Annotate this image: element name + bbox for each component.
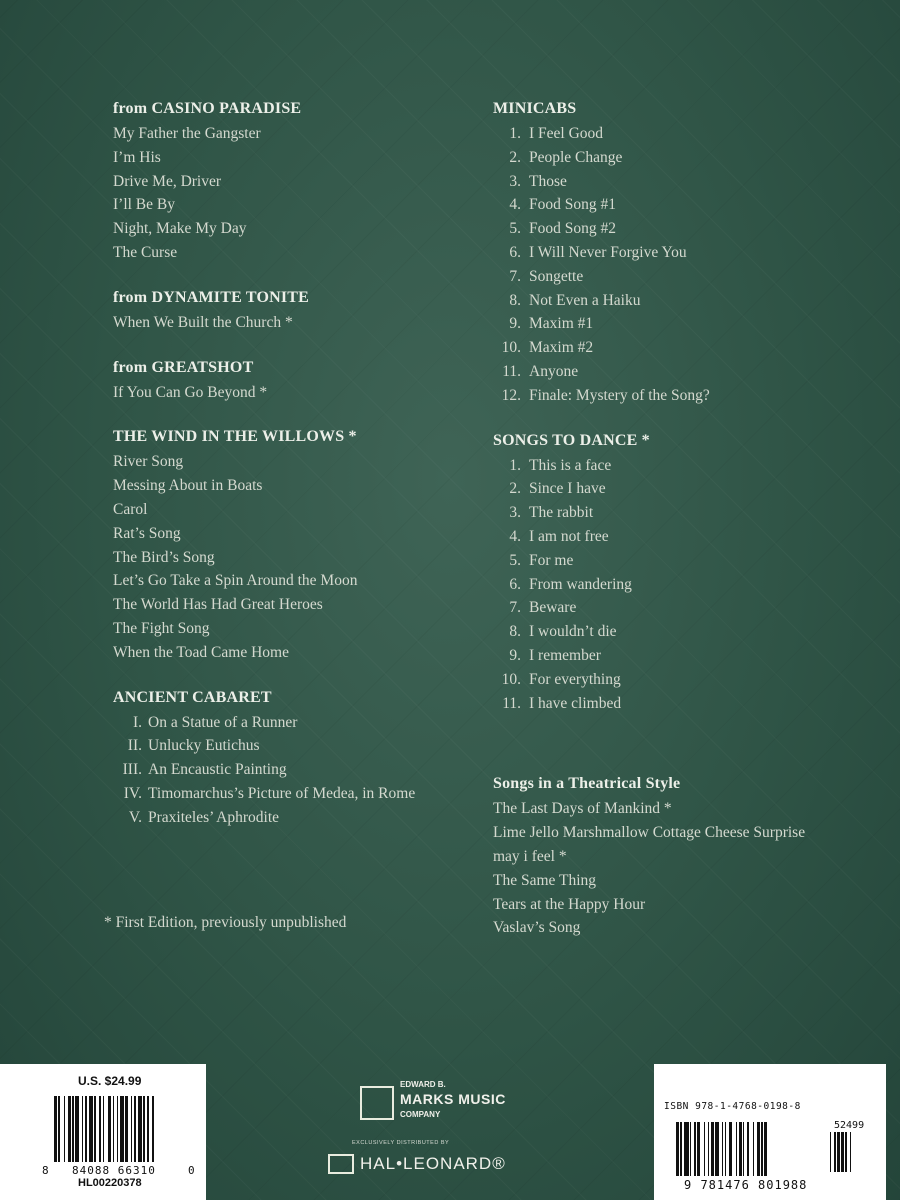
list-item — [493, 384, 888, 408]
item-title: People Change — [529, 148, 623, 166]
item-title: Not Even a Haiku — [529, 291, 641, 309]
marks-line3: COMPANY — [400, 1110, 441, 1119]
section-heading: SONGS TO DANCE * — [493, 431, 650, 449]
list-item: Lime Jello Marshmallow Cottage Cheese Surprise — [493, 824, 806, 842]
isbn-price-code: 52499 — [834, 1120, 865, 1131]
item-title: Beware — [529, 599, 577, 617]
section — [113, 98, 483, 265]
list-item — [493, 122, 888, 146]
section-heading: from GREATSHOT — [113, 358, 254, 376]
list-item — [493, 336, 888, 360]
section — [113, 357, 483, 405]
item-title: Unlucky Eutichus — [148, 737, 260, 755]
list-item — [493, 312, 888, 336]
list-item: When the Toad Came Home — [113, 643, 289, 661]
minicabs-list — [493, 122, 888, 408]
item-number: 1. — [509, 456, 521, 474]
item-number: IV. — [123, 784, 142, 802]
item-number: II. — [127, 737, 142, 755]
upc-label — [0, 1064, 206, 1200]
distributed-by: EXCLUSIVELY DISTRIBUTED BY — [352, 1140, 450, 1146]
list-item: The World Has Had Great Heroes — [113, 596, 323, 614]
price: U.S. $24.99 — [78, 1074, 142, 1088]
list-item: I’m His — [113, 148, 161, 166]
list-item — [493, 477, 888, 501]
item-number: 3. — [509, 504, 521, 522]
section — [113, 426, 483, 664]
item-title: For me — [529, 551, 574, 569]
publisher-logos — [300, 1078, 580, 1178]
item-title: From wandering — [529, 575, 632, 593]
list-item: The Bird’s Song — [113, 548, 215, 566]
list-item: I’ll Be By — [113, 196, 175, 214]
section-heading: from CASINO PARADISE — [113, 100, 302, 117]
list-item — [113, 734, 483, 758]
list-item — [113, 806, 483, 830]
list-item: Rat’s Song — [113, 524, 181, 542]
item-number: I. — [132, 713, 142, 731]
isbn-digits: 9 781476 801988 — [684, 1178, 808, 1192]
list-item — [493, 454, 888, 478]
isbn-label — [654, 1064, 886, 1200]
right-column — [493, 98, 888, 962]
item-number: 9. — [509, 315, 521, 333]
list-item — [493, 289, 888, 313]
list-item — [493, 217, 888, 241]
marks-line1: EDWARD B. — [400, 1080, 446, 1089]
item-number: 1. — [509, 125, 521, 142]
item-number: 11. — [502, 694, 521, 712]
item-title: Praxiteles’ Aphrodite — [148, 808, 280, 826]
section-heading: THE WIND IN THE WILLOWS * — [113, 428, 357, 446]
footnote: * First Edition, previously unpublished — [104, 914, 347, 931]
item-number: V. — [128, 808, 142, 826]
marks-line2: MARKS MUSIC — [400, 1091, 506, 1107]
list-item: Vaslav’s Song — [493, 919, 581, 937]
list-item: If You Can Go Beyond * — [113, 383, 268, 401]
barcode-bar — [851, 1132, 854, 1172]
list-item — [493, 692, 888, 716]
item-number: 6. — [509, 575, 521, 593]
list-item: Carol — [113, 500, 148, 518]
item-title: Anyone — [529, 362, 579, 380]
list-item: Tears at the Happy Hour — [493, 895, 646, 913]
list-item: The Same Thing — [493, 871, 597, 889]
item-number: III. — [122, 761, 142, 779]
theatrical-list — [493, 797, 888, 940]
list-item: My Father the Gangster — [113, 125, 261, 142]
list-item — [493, 549, 888, 573]
list-item: Night, Make My Day — [113, 220, 247, 238]
item-title: Maxim #1 — [529, 315, 594, 333]
item-title: I am not free — [529, 527, 609, 545]
item-title: I remember — [529, 646, 601, 664]
upc-barcode — [54, 1096, 154, 1162]
section-heading: Songs in a Theatrical Style — [493, 775, 681, 793]
item-number: 5. — [509, 551, 521, 569]
barcode-bar — [767, 1122, 771, 1176]
item-number: 2. — [509, 480, 521, 498]
item-title: On a Statue of a Runner — [148, 713, 298, 731]
item-number: 3. — [509, 172, 521, 190]
list-item — [493, 525, 888, 549]
list-item — [493, 668, 888, 692]
item-number: 8. — [509, 291, 521, 309]
item-number: 8. — [509, 623, 521, 641]
section-minicabs — [493, 98, 888, 408]
upc-digits-main: 84088 66310 — [72, 1164, 156, 1177]
item-number: 4. — [509, 196, 521, 214]
item-number: 10. — [501, 670, 521, 688]
list-item — [113, 782, 483, 806]
list-item — [493, 596, 888, 620]
item-title: This is a face — [529, 456, 612, 474]
list-item: Let’s Go Take a Spin Around the Moon — [113, 572, 358, 590]
list-item — [493, 573, 888, 597]
item-number: 5. — [509, 220, 521, 238]
hal-leonard-logo: HAL•LEONARD® — [360, 1154, 506, 1173]
item-title: Finale: Mystery of the Song? — [529, 386, 710, 404]
item-number: 6. — [509, 243, 521, 261]
item-title: Food Song #1 — [529, 196, 616, 214]
item-number: 7. — [509, 599, 521, 617]
isbn-price-barcode — [830, 1132, 854, 1172]
item-title: Maxim #2 — [529, 339, 594, 357]
list-item: River Song — [113, 453, 184, 471]
item-title: I wouldn’t die — [529, 623, 617, 641]
section — [113, 687, 483, 830]
section-songs-to-dance — [493, 430, 888, 716]
item-number: 11. — [502, 362, 521, 380]
list-item — [113, 711, 483, 735]
list-item: Messing About in Boats — [113, 477, 263, 495]
list-item — [493, 193, 888, 217]
list-item: Drive Me, Driver — [113, 172, 222, 190]
list-item — [493, 146, 888, 170]
list-item: The Fight Song — [113, 619, 210, 637]
section-heading: ANCIENT CABARET — [113, 688, 272, 706]
item-number: 12. — [501, 386, 521, 404]
item-number: 4. — [509, 527, 521, 545]
item-number: 10. — [501, 339, 521, 357]
section-heading: from DYNAMITE TONITE — [113, 288, 310, 306]
marks-music-icon — [360, 1086, 394, 1120]
item-title: I Will Never Forgive You — [529, 243, 687, 261]
item-title: Timomarchus’s Picture of Medea, in Rome — [148, 784, 416, 802]
item-title: Those — [529, 172, 567, 190]
item-title: The rabbit — [529, 504, 594, 522]
item-number: 9. — [509, 646, 521, 664]
list-item: may i feel * — [493, 847, 567, 865]
item-title: An Encaustic Painting — [148, 761, 287, 779]
hal-leonard-icon — [328, 1154, 354, 1174]
list-item — [493, 170, 888, 194]
item-number: 2. — [509, 148, 521, 166]
item-title: For everything — [529, 670, 621, 688]
item-number: 7. — [509, 267, 521, 285]
item-title: Food Song #2 — [529, 220, 616, 238]
product-code: HL00220378 — [78, 1177, 142, 1189]
item-title: I have climbed — [529, 694, 622, 712]
upc-digit-right: 0 — [188, 1164, 195, 1177]
left-column — [113, 98, 483, 852]
item-title: I Feel Good — [529, 125, 604, 142]
list-item: When We Built the Church * — [113, 313, 293, 331]
marks-music-logo — [360, 1078, 530, 1130]
section — [113, 287, 483, 335]
barcode-bar — [152, 1096, 155, 1162]
item-title: Since I have — [529, 480, 606, 498]
section-heading: MINICABS — [493, 100, 577, 117]
list-item — [493, 265, 888, 289]
list-item: The Curse — [113, 243, 178, 261]
list-item — [113, 758, 483, 782]
list-item — [493, 644, 888, 668]
list-item — [493, 241, 888, 265]
item-title: Songette — [529, 267, 584, 285]
list-item: The Last Days of Mankind * — [493, 800, 672, 818]
songs-to-dance-list — [493, 454, 888, 716]
list-item — [493, 620, 888, 644]
list-item — [493, 501, 888, 525]
section-theatrical — [493, 773, 888, 940]
upc-digit-left: 8 — [42, 1164, 49, 1177]
list-item — [493, 360, 888, 384]
isbn-barcode — [676, 1122, 771, 1176]
isbn-text: ISBN 978-1-4768-0198-8 — [664, 1101, 801, 1112]
